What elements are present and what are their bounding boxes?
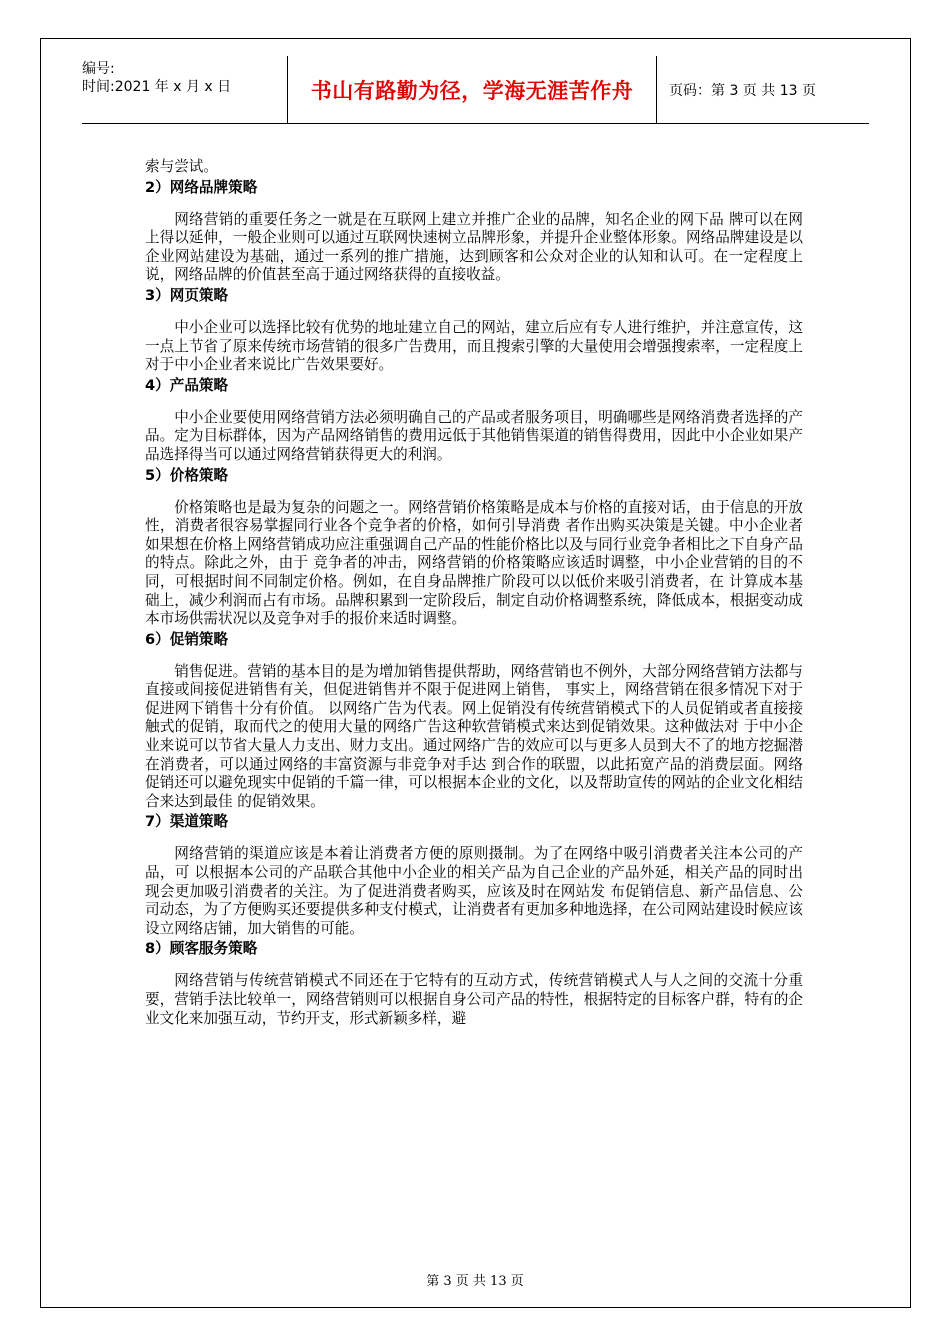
header-motto: 书山有路勤为径，学海无涯苦作舟 — [310, 78, 634, 103]
section-body-channel: 网络营销的渠道应该是本着让消费者方便的原则摄制。为了在网络中吸引消费者关注本公司的产品，可 以根据本公司的产品联合其他中小企业的相关产品为自己企业的产品外延，相关产品的同时出现会更加吸引消费者的关注。为了促进消费者购买，应该及时在网站发 布促销信息、新产品信息、公司动态，为了方便购买还要提供多种支付模式，让消费者有更加多种地选择，在公司网站建设时候应该设立网络店铺，加大销售的可能。 — [145, 845, 803, 937]
section-body-webpage: 中小企业可以选择比较有优势的地址建立自己的网站，建立后应有专人进行维护，并注意宣传，这一点上节省了原来传统市场营销的很多广告费用，而且搜索引擎的大量使用会增强搜索率，一定程度上对于中小企业者来说比广告效果要好。 — [145, 318, 803, 374]
section-heading-price: 5）价格策略 — [145, 466, 229, 484]
section-body-customer-service: 网络营销与传统营销模式不同还在于它特有的互动方式，传统营销模式人与人之间的交流十分重要，营销手法比较单一，网络营销则可以根据自身公司产品的特性，根据特定的目标客户群，特有的企业文化来加强互动，节约开支，形式新颖多样，避 — [145, 972, 803, 1027]
section-heading-channel: 7）渠道策略 — [145, 813, 229, 831]
page-header — [82, 56, 869, 124]
document-time-label: 时间:2021 年 x 月 x 日 — [82, 79, 232, 95]
section-heading-promotion: 6）促销策略 — [145, 630, 229, 648]
intro-text: 索与尝试。 — [145, 158, 218, 175]
section-heading-brand: 2）网络品牌策略 — [145, 178, 258, 196]
header-motto-cell — [287, 56, 657, 124]
header-meta — [82, 56, 287, 124]
section-body-price: 价格策略也是最为复杂的问题之一。网络营销价格策略是成本与价格的直接对话，由于信息的开放性，消费者很容易掌握同行业各个竞争者的价格，如何引导消费 者作出购买决策是关键。中小企业者如果想在价格上网络营销成功应注重强调自己产品的性能价格比以及与同行业竞争者相比之下自身产品的特点。除此之外，由于 竞争者的冲击，网络营销的价格策略应该适时调整，中小企业营销的目的不同，可根据时间不同制定价格。例如，在自身品牌推广阶段可以以低价来吸引消费者，在 计算成本基础上，减少利润而占有市场。品牌积累到一定阶段后，制定自动价格调整系统，降低成本，根据变动成本市场供需状况以及竞争对手的报价来适时调整。 — [145, 498, 803, 628]
document-number-label: 编号: — [82, 61, 115, 77]
page-footer: 第 3 页 共 13 页 — [426, 1274, 524, 1289]
header-page-info: 页码：第 3 页 共 13 页 — [657, 56, 869, 124]
section-heading-product: 4）产品策略 — [145, 376, 229, 394]
section-body-promotion: 销售促进。营销的基本目的是为增加销售提供帮助，网络营销也不例外，大部分网络营销方法都与直接或间接促进销售有关，但促进销售并不限于促进网上销售， 事实上，网络营销在很多情况下对于促进网下销售十分有价值。 以网络广告为代表。网上促销没有传统营销模式下的人员促销或者直接接触式的促销，取而代之的使用大量的网络广告这种软营销模式来达到促销效果。这种做法对 于中小企业来说可以节省大量人力支出、财力支出。通过网络广告的效应可以与更多人员到大不了的地方挖掘潜在消费者，可以通过网络的丰富资源与非竞争对手达 到合作的联盟，以此拓宽产品的消费层面。网络促销还可以避免现实中促销的千篇一律，可以根据本企业的文化，以及帮助宣传的网站的企业文化相结合来达到最佳 的促销效果。 — [145, 662, 803, 810]
section-heading-webpage: 3）网页策略 — [145, 286, 229, 304]
section-body-product: 中小企业要使用网络营销方法必须明确自己的产品或者服务项目，明确哪些是网络消费者选择的产品。定为目标群体，因为产品网络销售的费用远低于其他销售渠道的销售得费用，因此中小企业如果产品选择得当可以通过网络营销获得更大的利润。 — [145, 408, 803, 463]
section-body-brand: 网络营销的重要任务之一就是在互联网上建立并推广企业的品牌，知名企业的网下品 牌可以在网上得以延伸，一般企业则可以通过互联网快速树立品牌形象，并提升企业整体形象。网络品牌建设是以企业网站建设为基础，通过一系列的推广措施，达到顾客和公众对企业的认知和认可。在一定程度上说，网络品牌的价值甚至高于通过网络获得的直接收益。 — [145, 210, 803, 284]
section-heading-customer-service: 8）顾客服务策略 — [145, 940, 258, 958]
document-body — [145, 158, 803, 1028]
